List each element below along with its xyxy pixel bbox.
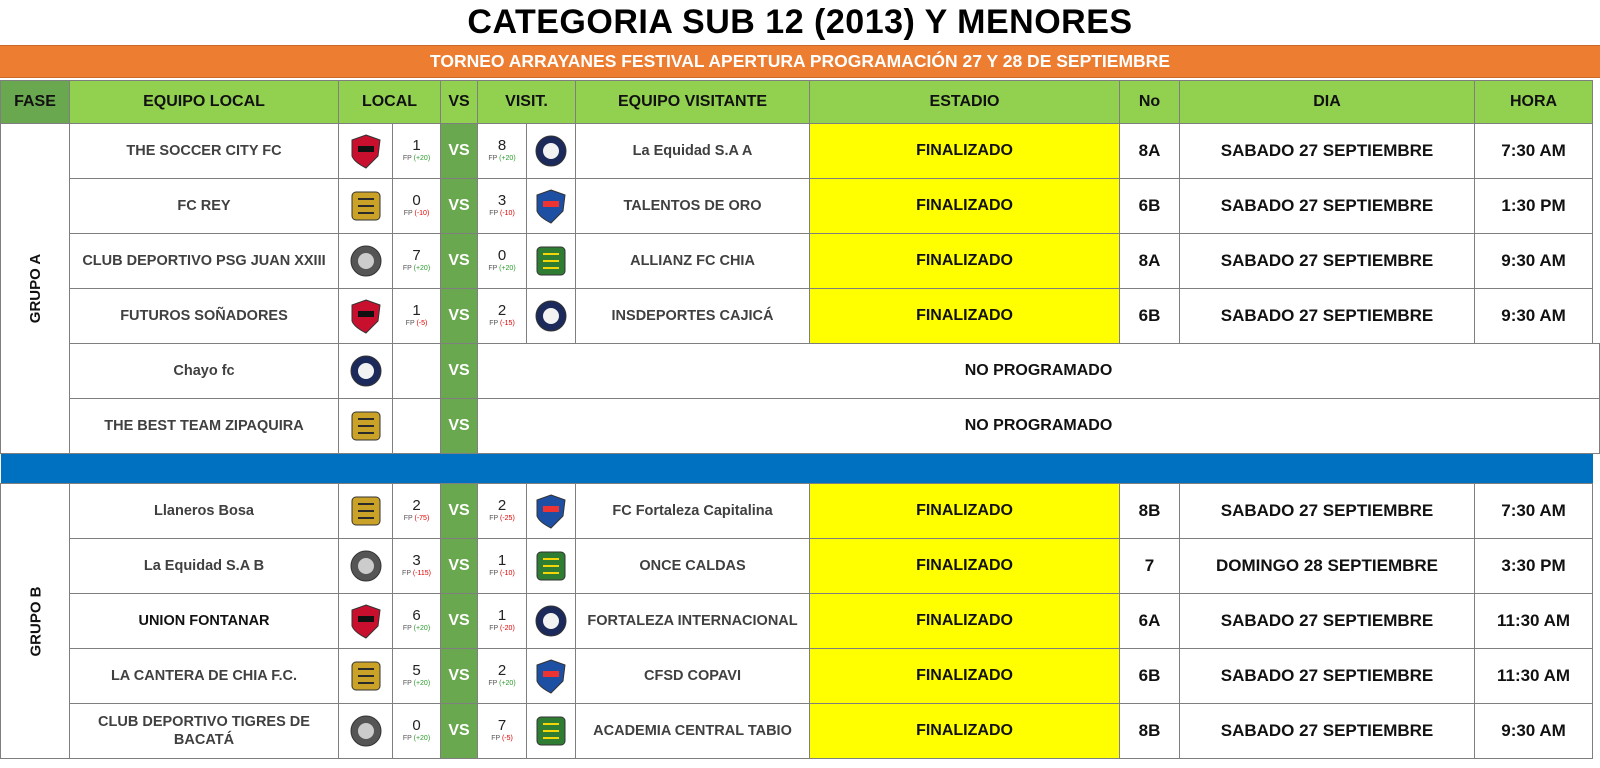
field-number: 8A — [1120, 234, 1180, 289]
home-score: 0 FP (-10) — [393, 179, 441, 234]
match-day: SABADO 27 SEPTIEMBRE — [1180, 234, 1475, 289]
match-time: 11:30 AM — [1475, 594, 1593, 649]
unscheduled-row — [1, 344, 1600, 399]
vs-label: VS — [441, 399, 478, 454]
talentos-de-oro-crest-icon — [533, 187, 569, 225]
home-score: 6 FP (+20) — [393, 594, 441, 649]
page-title: CATEGORIA SUB 12 (2013) Y MENORES — [467, 2, 1133, 41]
home-logo — [339, 484, 393, 539]
vs-label: VS — [441, 179, 478, 234]
away-score: 3 FP (-10) — [478, 179, 527, 234]
match-row — [1, 484, 1600, 539]
match-time: 11:30 AM — [1475, 649, 1593, 704]
away-score: 2 FP (+20) — [478, 649, 527, 704]
vs-label: VS — [441, 124, 478, 179]
match-row — [1, 179, 1600, 234]
separator-bar — [1, 454, 1593, 484]
away-team: ONCE CALDAS — [576, 539, 810, 594]
match-day: SABADO 27 SEPTIEMBRE — [1180, 649, 1475, 704]
away-score: 2 FP (-15) — [478, 289, 527, 344]
match-row — [1, 539, 1600, 594]
home-score: 7 FP (+20) — [393, 234, 441, 289]
header-visit: VISIT. — [478, 81, 576, 124]
union-fontanar-crest-icon — [348, 602, 384, 640]
home-team: CLUB DEPORTIVO TIGRES DE BACATÁ — [70, 704, 339, 759]
match-status: FINALIZADO — [810, 539, 1120, 594]
home-team: THE SOCCER CITY FC — [70, 124, 339, 179]
field-number: 6B — [1120, 179, 1180, 234]
away-logo — [527, 289, 576, 344]
fc-rey-crest-icon — [348, 187, 384, 225]
home-logo — [339, 594, 393, 649]
away-logo — [527, 124, 576, 179]
home-score: 5 FP (+20) — [393, 649, 441, 704]
header-fase: FASE — [1, 81, 70, 124]
home-team: LA CANTERA DE CHIA F.C. — [70, 649, 339, 704]
unscheduled-row — [1, 399, 1600, 454]
best-team-zipaquira-crest-icon — [348, 407, 384, 445]
group-b-body — [1, 484, 1600, 759]
llaneros-bosa-crest-icon — [348, 492, 384, 530]
match-status: FINALIZADO — [810, 594, 1120, 649]
header-equipo-visitante: EQUIPO VISITANTE — [576, 81, 810, 124]
home-logo — [339, 399, 393, 454]
vs-label: VS — [441, 289, 478, 344]
match-time: 3:30 PM — [1475, 539, 1593, 594]
away-score: 1 FP (-10) — [478, 539, 527, 594]
home-score: 0 FP (+20) — [393, 704, 441, 759]
away-team: TALENTOS DE ORO — [576, 179, 810, 234]
vs-label: VS — [441, 344, 478, 399]
away-logo — [527, 594, 576, 649]
home-team: CLUB DEPORTIVO PSG JUAN XXIII — [70, 234, 339, 289]
match-day: DOMINGO 28 SEPTIEMBRE — [1180, 539, 1475, 594]
away-logo — [527, 234, 576, 289]
insdeportes-cajica-crest-icon — [533, 297, 569, 335]
field-number: 6B — [1120, 289, 1180, 344]
field-number: 7 — [1120, 539, 1180, 594]
cfsd-copavi-crest-icon — [533, 657, 569, 695]
match-day: SABADO 27 SEPTIEMBRE — [1180, 484, 1475, 539]
group-a-body — [1, 124, 1600, 454]
away-team: FORTALEZA INTERNACIONAL — [576, 594, 810, 649]
header-vs: VS — [441, 81, 478, 124]
header-hora: HORA — [1475, 81, 1593, 124]
away-score: 1 FP (-20) — [478, 594, 527, 649]
home-team: Llaneros Bosa — [70, 484, 339, 539]
field-number: 6A — [1120, 594, 1180, 649]
field-number: 8A — [1120, 124, 1180, 179]
match-time: 9:30 AM — [1475, 289, 1593, 344]
field-number: 8B — [1120, 484, 1180, 539]
match-day: SABADO 27 SEPTIEMBRE — [1180, 594, 1475, 649]
once-caldas-crest-icon — [533, 547, 569, 585]
match-status: FINALIZADO — [810, 484, 1120, 539]
away-team: ACADEMIA CENTRAL TABIO — [576, 704, 810, 759]
home-score — [393, 399, 441, 454]
futuros-sonadores-crest-icon — [348, 297, 384, 335]
schedule-table — [0, 80, 1600, 759]
match-status: FINALIZADO — [810, 234, 1120, 289]
home-score: 2 FP (-75) — [393, 484, 441, 539]
home-team: La Equidad S.A B — [70, 539, 339, 594]
home-logo — [339, 344, 393, 399]
away-logo — [527, 704, 576, 759]
la-cantera-de-chia-crest-icon — [348, 657, 384, 695]
tournament-banner: TORNEO ARRAYANES FESTIVAL APERTURA PROGRAMACIÓN 27 Y 28 DE SEPTIEMBRE — [0, 45, 1600, 78]
home-logo — [339, 234, 393, 289]
la-equidad-crest-icon — [533, 132, 569, 170]
home-score: 3 FP (-115) — [393, 539, 441, 594]
match-row — [1, 594, 1600, 649]
tigres-de-bacata-crest-icon — [348, 712, 384, 750]
away-team: CFSD COPAVI — [576, 649, 810, 704]
match-time: 9:30 AM — [1475, 234, 1593, 289]
header-estadio: ESTADIO — [810, 81, 1120, 124]
match-day: SABADO 27 SEPTIEMBRE — [1180, 704, 1475, 759]
not-scheduled-label: NO PROGRAMADO — [478, 399, 1600, 454]
away-logo — [527, 179, 576, 234]
header-equipo-local: EQUIPO LOCAL — [70, 81, 339, 124]
away-score: 0 FP (+20) — [478, 234, 527, 289]
away-logo — [527, 649, 576, 704]
away-team: FC Fortaleza Capitalina — [576, 484, 810, 539]
chayo-fc-crest-icon — [348, 352, 384, 390]
match-status: FINALIZADO — [810, 704, 1120, 759]
home-logo — [339, 179, 393, 234]
home-logo — [339, 124, 393, 179]
header-row — [1, 81, 1600, 124]
vs-label: VS — [441, 594, 478, 649]
vs-label: VS — [441, 234, 478, 289]
home-logo — [339, 649, 393, 704]
away-team: INSDEPORTES CAJICÁ — [576, 289, 810, 344]
match-row — [1, 234, 1600, 289]
allianz-fc-chia-crest-icon — [533, 242, 569, 280]
home-logo — [339, 289, 393, 344]
away-logo — [527, 539, 576, 594]
la-equidad-crest-icon — [348, 547, 384, 585]
psg-juan-xxiii-crest-icon — [348, 242, 384, 280]
header-dia: DIA — [1180, 81, 1475, 124]
match-status: FINALIZADO — [810, 649, 1120, 704]
match-row — [1, 649, 1600, 704]
home-team: Chayo fc — [70, 344, 339, 399]
match-time: 9:30 AM — [1475, 704, 1593, 759]
home-score — [393, 344, 441, 399]
away-score: 2 FP (-25) — [478, 484, 527, 539]
vs-label: VS — [441, 704, 478, 759]
vs-label: VS — [441, 484, 478, 539]
header-local: LOCAL — [339, 81, 441, 124]
field-number: 8B — [1120, 704, 1180, 759]
match-time: 1:30 PM — [1475, 179, 1593, 234]
home-score: 1 FP (-5) — [393, 289, 441, 344]
fortaleza-internacional-crest-icon — [533, 602, 569, 640]
not-scheduled-label: NO PROGRAMADO — [478, 344, 1600, 399]
match-status: FINALIZADO — [810, 289, 1120, 344]
match-day: SABADO 27 SEPTIEMBRE — [1180, 289, 1475, 344]
match-status: FINALIZADO — [810, 179, 1120, 234]
match-row — [1, 289, 1600, 344]
academia-central-tabio-crest-icon — [533, 712, 569, 750]
vs-label: VS — [441, 649, 478, 704]
field-number: 6B — [1120, 649, 1180, 704]
match-time: 7:30 AM — [1475, 124, 1593, 179]
home-score: 1 FP (+20) — [393, 124, 441, 179]
away-team: La Equidad S.A A — [576, 124, 810, 179]
home-logo — [339, 539, 393, 594]
match-time: 7:30 AM — [1475, 484, 1593, 539]
soccer-city-crest-icon — [348, 132, 384, 170]
match-day: SABADO 27 SEPTIEMBRE — [1180, 124, 1475, 179]
group-separator — [1, 454, 1600, 484]
home-team: FC REY — [70, 179, 339, 234]
group-a-label: GRUPO A — [1, 124, 70, 454]
vs-label: VS — [441, 539, 478, 594]
group-b-label: GRUPO B — [1, 484, 70, 759]
header-no: No — [1120, 81, 1180, 124]
home-logo — [339, 704, 393, 759]
match-day: SABADO 27 SEPTIEMBRE — [1180, 179, 1475, 234]
away-team: ALLIANZ FC CHIA — [576, 234, 810, 289]
away-score: 8 FP (+20) — [478, 124, 527, 179]
home-team: FUTUROS SOÑADORES — [70, 289, 339, 344]
match-status: FINALIZADO — [810, 124, 1120, 179]
match-row — [1, 704, 1600, 759]
match-row — [1, 124, 1600, 179]
away-logo — [527, 484, 576, 539]
home-team: UNION FONTANAR — [70, 594, 339, 649]
home-team: THE BEST TEAM ZIPAQUIRA — [70, 399, 339, 454]
away-score: 7 FP (-5) — [478, 704, 527, 759]
fc-fortaleza-capitalina-crest-icon — [533, 492, 569, 530]
